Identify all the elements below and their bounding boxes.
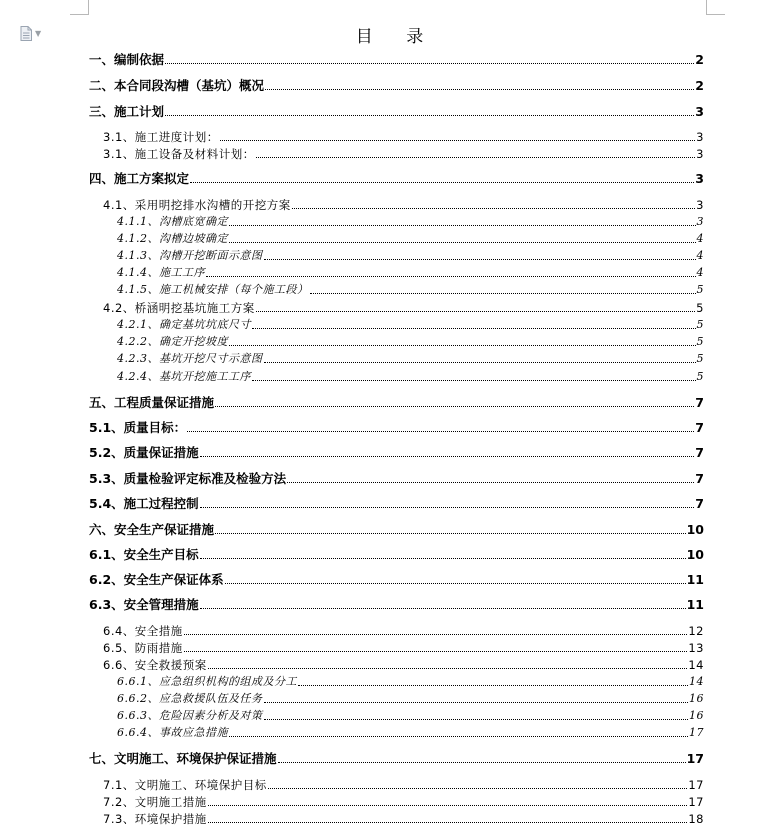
toc-entry-page-number: 4 [696,249,704,262]
toc-entry-label: 6.3、安全管理措施 [89,597,199,612]
toc-entry-label: 一、编制依据 [89,52,165,67]
toc-entry-label: 六、安全生产保证措施 [89,522,215,537]
toc-entry-page-number: 7 [695,420,704,435]
toc-entry[interactable] [89,78,704,94]
dot-leader [252,379,696,381]
toc-entry[interactable] [117,351,704,367]
dot-leader [252,327,696,329]
toc-entry[interactable] [103,146,704,162]
toc-entry-page-number: 14 [688,658,704,672]
toc-entry-label: 5.1、质量目标： [89,420,187,435]
toc-entry[interactable] [89,395,704,411]
toc-entry[interactable] [89,104,704,120]
toc-entry-label: 6.5、防雨措施 [103,641,183,655]
dot-leader [256,156,695,158]
toc-entry-label: 五、工程质量保证措施 [89,395,215,410]
dot-leader [208,804,688,806]
dot-leader [200,506,695,508]
dot-leader [256,310,695,312]
dot-leader [225,582,686,584]
toc-entry[interactable] [89,572,704,588]
toc-entry[interactable] [117,691,704,707]
dot-leader [264,258,696,260]
dot-leader [229,241,696,243]
toc-entry-page-number: 13 [688,641,704,655]
toc-entry-page-number: 12 [688,624,704,638]
toc-entry-page-number: 10 [686,547,704,562]
dot-leader [200,455,695,457]
dot-leader [206,275,696,277]
toc-entry-page-number: 16 [689,709,704,722]
dot-leader [265,88,694,90]
toc-entry[interactable] [117,369,704,385]
chevron-down-icon: ▼ [35,28,42,38]
toc-entry-label: 4.2.3、基坑开挖尺寸示意图 [117,352,263,365]
toc-entry[interactable] [117,708,704,724]
toc-entry-label: 4.2.4、基坑开挖施工工序 [117,370,251,383]
dot-leader [220,139,695,141]
toc-entry[interactable] [103,777,704,793]
toc-entry-page-number: 5 [696,370,704,383]
toc-entry-label: 4.1.3、沟槽开挖断面示意图 [117,249,263,262]
toc-entry[interactable] [89,445,704,461]
toc-entry[interactable] [117,334,704,350]
toc-entry[interactable] [103,129,704,145]
toc-entry-label: 6.6.1、应急组织机构的组成及分工 [117,675,297,688]
toc-entry-label: 4.1.2、沟槽边坡确定 [117,232,228,245]
toc-entry-page-number: 3 [695,171,704,186]
toc-entry-label: 7.2、文明施工措施 [103,795,207,809]
toc-entry-page-number: 5 [696,335,704,348]
toc-entry-page-number: 7 [695,395,704,410]
toc-entry-page-number: 10 [686,522,704,537]
toc-entry[interactable] [103,197,704,213]
toc-entry[interactable] [117,231,704,247]
toc-entry-page-number: 3 [696,198,704,212]
toc-entry[interactable] [89,597,704,613]
toc-entry-label: 5.4、施工过程控制 [89,496,199,511]
toc-entry-page-number: 2 [695,78,704,93]
dot-leader [264,701,689,703]
toc-entry[interactable] [117,725,704,741]
toc-entry[interactable] [103,300,704,316]
toc-entry[interactable] [117,248,704,264]
toc-entry-page-number: 2 [695,52,704,67]
toc-entry-label: 7.3、环境保护措施 [103,812,207,826]
toc-entry-page-number: 3 [696,215,704,228]
toc-entry-label: 四、施工方案拟定 [89,171,190,186]
toc-entry-page-number: 18 [688,812,704,826]
dot-leader [229,344,696,346]
toc-entry-page-number: 17 [686,751,704,766]
toc-entry[interactable] [89,522,704,538]
toc-entry-page-number: 7 [695,445,704,460]
toc-entry-label: 4.2.2、确定开挖坡度 [117,335,228,348]
toc-entry-label: 4.1.1、沟槽底宽确定 [117,215,228,228]
toc-entry-label: 4.2.1、确定基坑坑底尺寸 [117,318,251,331]
toc-entry[interactable] [89,496,704,512]
toc-entry-page-number: 3 [696,130,704,144]
toc-entry-label: 5.2、质量保证措施 [89,445,199,460]
toc-entry-label: 6.6.3、危险因素分析及对策 [117,709,263,722]
dot-leader [165,62,694,64]
dot-leader [229,224,696,226]
dot-leader [190,181,694,183]
toc-entry-page-number: 5 [696,301,704,315]
toc-entry-page-number: 16 [689,692,704,705]
toc-entry[interactable] [117,214,704,230]
dot-leader [200,557,686,559]
dot-leader [264,718,689,720]
toc-entry-page-number: 7 [695,496,704,511]
toc-entry[interactable] [103,811,704,827]
toc-entry-page-number: 4 [696,232,704,245]
toc-entry[interactable] [117,265,704,281]
dot-leader [187,430,694,432]
toc-entry-label: 6.2、安全生产保证体系 [89,572,224,587]
toc-entry-page-number: 5 [696,352,704,365]
toc-entry-page-number: 7 [695,471,704,486]
toc-entry-page-number: 14 [689,675,704,688]
toc-entry-label: 6.4、安全措施 [103,624,183,638]
toc-entry-page-number: 17 [688,778,704,792]
dot-leader [268,787,688,789]
toc-entry-label: 6.1、安全生产目标 [89,547,199,562]
dot-leader [264,361,696,363]
dot-leader [287,481,694,483]
toc-entry-page-number: 3 [695,104,704,119]
toc-entry-label: 二、本合同段沟槽（基坑）概况 [89,78,265,93]
toc-entry[interactable] [117,282,704,298]
toc-entry-label: 4.1、采用明挖排水沟槽的开挖方案 [103,198,291,212]
toc-entry[interactable] [103,794,704,810]
toc-entry[interactable] [89,547,704,563]
toc-entry-page-number: 5 [696,318,704,331]
dot-leader [184,633,688,635]
dot-leader [292,207,695,209]
toc-entry[interactable] [89,420,704,436]
toc-entry-label: 三、施工计划 [89,104,165,119]
toc-entry-label: 6.6.2、应急救援队伍及任务 [117,692,263,705]
toc-entry[interactable] [103,640,704,656]
toc-entry-page-number: 3 [696,147,704,161]
dot-leader [215,532,686,534]
toc-entry-label: 4.1.5、施工机械安排（每个施工段） [117,283,309,296]
toc-entry-label: 6.6.4、事故应急措施 [117,726,228,739]
toc-entry-page-number: 4 [696,266,704,279]
toc-entry-label: 7.1、文明施工、环境保护目标 [103,778,267,792]
toc-entry[interactable] [103,623,704,639]
toc-entry[interactable] [89,171,704,187]
dot-leader [298,684,688,686]
dot-leader [278,761,686,763]
toc-entry-label: 6.6、安全救援预案 [103,658,207,672]
toc-entry-label: 5.3、质量检验评定标准及检验方法 [89,471,287,486]
toc-entry[interactable] [89,751,704,767]
dot-leader [200,607,686,609]
toc-entry-page-number: 5 [696,283,704,296]
toc-entry-page-number: 17 [688,795,704,809]
dot-leader [310,292,696,294]
toc-entry[interactable] [117,317,704,333]
dot-leader [229,735,688,737]
toc-entry[interactable] [103,657,704,673]
toc-entry-page-number: 11 [686,597,704,612]
dot-leader [165,114,694,116]
dot-leader [208,667,688,669]
toc-entry[interactable] [89,471,704,487]
toc-entry-page-number: 11 [686,572,704,587]
toc-entry-label: 七、文明施工、环境保护保证措施 [89,751,277,766]
toc-entry[interactable] [117,674,704,690]
toc-entry-page-number: 17 [689,726,704,739]
toc-entry[interactable] [89,52,704,68]
toc-entry-label: 3.1、施工进度计划： [103,130,219,144]
dot-leader [184,650,688,652]
dot-leader [208,821,688,823]
toc-title: 目 录 [355,27,438,47]
toc-entry-label: 4.2、桥涵明挖基坑施工方案 [103,301,255,315]
toc-entry-label: 4.1.4、施工工序 [117,266,205,279]
dot-leader [215,405,694,407]
toc-entry-label: 3.1、施工设备及材料计划： [103,147,255,161]
